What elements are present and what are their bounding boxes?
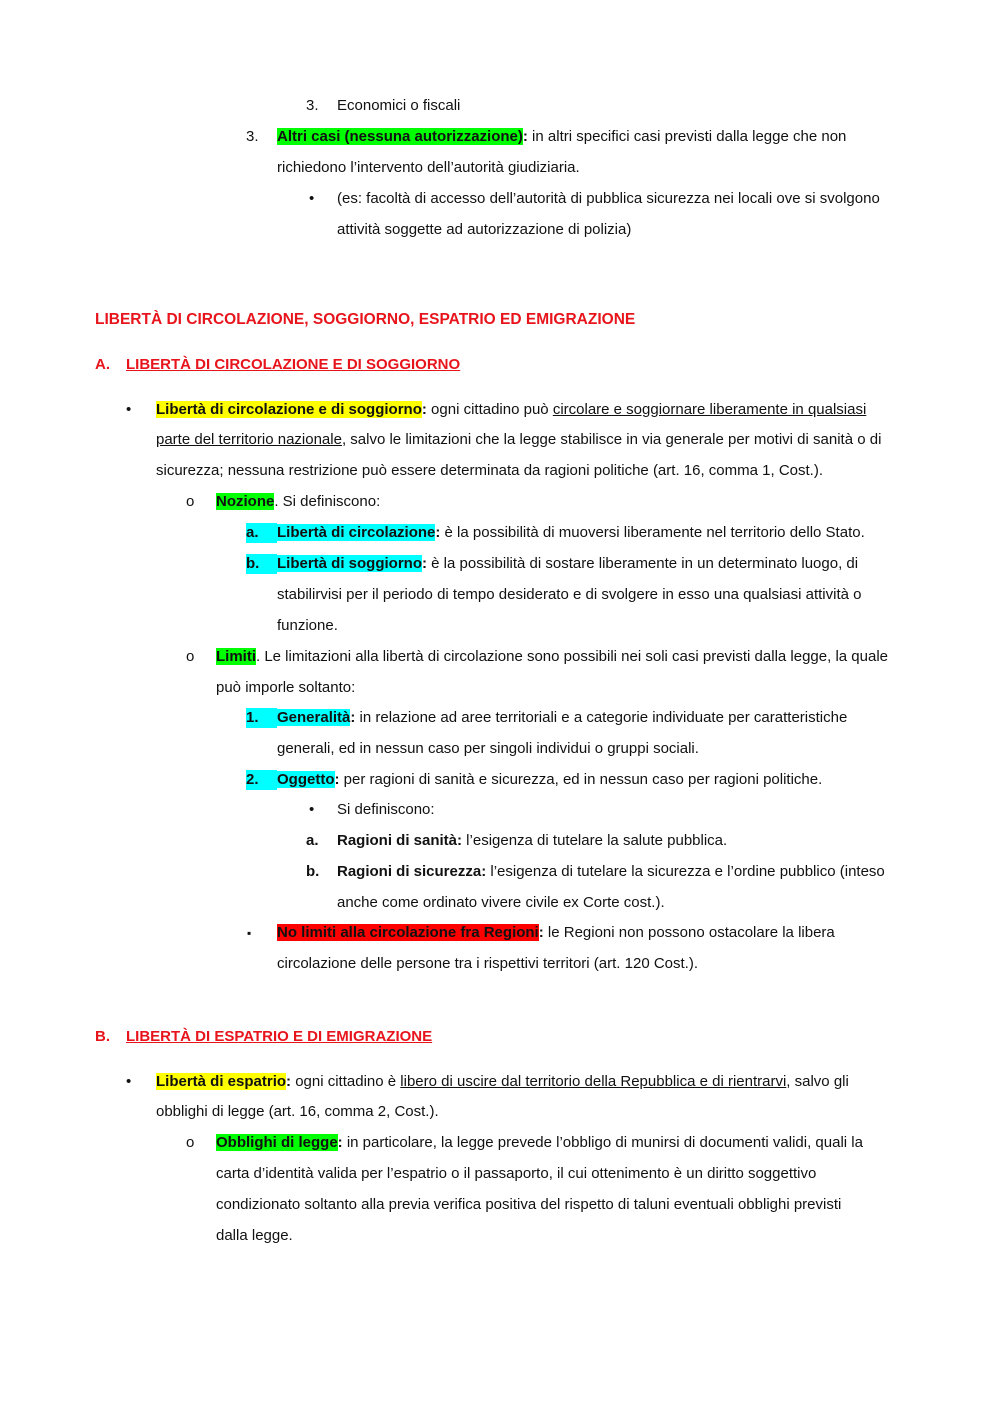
list-item-text: attività soggette ad autorizzazione di polizia) xyxy=(337,221,632,238)
paragraph-line: dalla legge. xyxy=(216,1227,293,1244)
list-number: 3. xyxy=(246,128,259,145)
bullet-marker: • xyxy=(126,1073,132,1090)
highlighted-term: Libertà di circolazione e di soggiorno xyxy=(156,401,422,418)
list-number: 3. xyxy=(306,97,319,114)
highlighted-term: Obblighi di legge xyxy=(216,1134,338,1151)
text-run: le Regioni non possono ostacolare la libera xyxy=(543,924,835,941)
list-item-text: richiedono l’intervento dell’autorità giudiziaria. xyxy=(277,159,580,176)
paragraph-line xyxy=(277,923,835,943)
underlined-text: parte del territorio nazionale xyxy=(156,431,342,448)
text-run: , salvo le limitazioni che la legge stabilisce in via generale per motivi di sanità o di xyxy=(341,431,882,448)
letter-marker: a. xyxy=(306,832,319,849)
circle-marker: o xyxy=(186,493,195,510)
text-run: è la possibilità di muoversi liberamente nel territorio dello Stato. xyxy=(440,524,865,541)
list-item-text: (es: facoltà di accesso dell’autorità di pubblica sicurezza nei locali ove si svolgono xyxy=(337,190,880,207)
text-run: è la possibilità di sostare liberamente in un determinato luogo, di xyxy=(427,555,859,572)
paragraph-line: stabilirvisi per il periodo di tempo desiderato e di svolgere in esso una qualsiasi attività o xyxy=(277,586,862,603)
colon: : xyxy=(422,555,427,572)
colon: : xyxy=(421,401,427,418)
colon: : xyxy=(334,771,340,788)
text-run: in relazione ad aree territoriali e a categorie individuate per caratteristiche xyxy=(355,709,848,726)
text-run: ogni cittadino può xyxy=(426,401,553,418)
paragraph-line: anche come ordinato vivere civile ex Corte cost.). xyxy=(337,894,665,911)
text-run: in particolare, la legge prevede l’obbligo di munirsi di documenti validi, quali la xyxy=(342,1134,863,1151)
highlighted-term: No limiti alla circolazione fra Regioni xyxy=(277,924,539,941)
paragraph-line: generali, ed in nessun caso per singoli individui o gruppi sociali. xyxy=(277,740,699,757)
colon: : xyxy=(286,1073,292,1090)
paragraph-line xyxy=(156,1072,849,1092)
number-marker: 1. xyxy=(246,708,277,728)
list-item-text xyxy=(277,127,846,147)
highlighted-term: Altri casi (nessuna autorizzazione) xyxy=(277,128,523,145)
paragraph-line xyxy=(277,523,865,543)
underlined-text: circolare e soggiornare liberamente in qualsiasi xyxy=(552,401,867,418)
paragraph-line: condizionato soltanto alla previa verifica positiva del rispetto di taluni eventuali obblighi previsti xyxy=(216,1196,842,1213)
paragraph-line: funzione. xyxy=(277,617,338,634)
paragraph-line: Si definiscono: xyxy=(337,801,435,818)
highlighted-term: Libertà di espatrio xyxy=(156,1073,287,1090)
subsection-heading: LIBERTÀ DI ESPATRIO E DI EMIGRAZIONE xyxy=(126,1028,433,1045)
paragraph-line xyxy=(277,708,847,728)
text-run: ogni cittadino è xyxy=(291,1073,401,1090)
text-run: . Si definiscono: xyxy=(274,493,381,510)
highlighted-term: Libertà di circolazione xyxy=(277,524,436,541)
paragraph-line xyxy=(337,831,727,851)
colon: : xyxy=(350,709,356,726)
paragraph-line xyxy=(277,554,858,574)
bullet-marker: • xyxy=(126,401,132,418)
subsection-letter: A. xyxy=(95,356,110,373)
letter-marker: b. xyxy=(246,554,277,574)
paragraph-line xyxy=(156,400,866,420)
text-run: l’esigenza di tutelare la sicurezza e l’ordine pubblico (inteso xyxy=(486,863,885,880)
text-run: in altri specifici casi previsti dalla legge che non xyxy=(527,128,847,145)
highlighted-term: Nozione xyxy=(216,493,275,510)
section-title: LIBERTÀ DI CIRCOLAZIONE, SOGGIORNO, ESPATRIO ED EMIGRAZIONE xyxy=(95,311,636,328)
colon: : xyxy=(522,128,528,145)
number-marker: 2. xyxy=(246,770,277,790)
paragraph-line: sicurezza; nessuna restrizione può essere determinata da ragioni politiche (art. 16, comma 1, Cost.). xyxy=(156,462,823,479)
text-run: per ragioni di sanità e sicurezza, ed in nessun caso per ragioni politiche. xyxy=(339,771,823,788)
bullet-marker: • xyxy=(309,801,315,818)
paragraph-line: circolazione delle persone tra i rispettivi territori (art. 120 Cost.). xyxy=(277,955,698,972)
underlined-text: libero di uscire dal territorio della Repubblica e di rientrarvi xyxy=(400,1073,787,1090)
highlighted-term: Libertà di soggiorno xyxy=(277,555,422,572)
paragraph-line: carta d’identità valida per l’espatrio o il passaporto, il cui ottenimento è un diritto soggettivo xyxy=(216,1165,817,1182)
highlighted-term: Generalità xyxy=(277,709,351,726)
text-run: l’esigenza di tutelare la salute pubblica. xyxy=(462,832,728,849)
highlighted-term: Limiti xyxy=(216,648,256,665)
paragraph-line xyxy=(216,1133,863,1153)
paragraph-line: obblighi di legge (art. 16, comma 2, Cost.). xyxy=(156,1103,439,1120)
colon: : xyxy=(538,924,544,941)
highlighted-term: Oggetto xyxy=(277,771,335,788)
colon: : xyxy=(337,1134,343,1151)
circle-marker: o xyxy=(186,648,195,665)
paragraph-line xyxy=(337,862,885,882)
subsection-letter: B. xyxy=(95,1028,110,1045)
paragraph-line xyxy=(277,770,822,790)
square-marker: ▪ xyxy=(247,926,252,940)
paragraph-line: può imporle soltanto: xyxy=(216,679,356,696)
letter-marker: b. xyxy=(306,863,320,880)
letter-marker: a. xyxy=(246,523,277,543)
circle-marker: o xyxy=(186,1134,195,1151)
list-item-text: Economici o fiscali xyxy=(337,97,461,114)
paragraph-line xyxy=(216,492,380,512)
text-run: , salvo gli xyxy=(786,1073,849,1090)
text-run: . Le limitazioni alla libertà di circolazione sono possibili nei soli casi previsti dalla legge, la quale xyxy=(256,648,888,665)
bullet-marker: • xyxy=(309,190,315,207)
bold-term: Ragioni di sicurezza: xyxy=(337,863,487,880)
bold-term: Ragioni di sanità: xyxy=(337,832,463,849)
subsection-heading: LIBERTÀ DI CIRCOLAZIONE E DI SOGGIORNO xyxy=(126,356,461,373)
paragraph-line xyxy=(156,430,881,450)
paragraph-line xyxy=(216,647,888,667)
colon: : xyxy=(435,524,441,541)
